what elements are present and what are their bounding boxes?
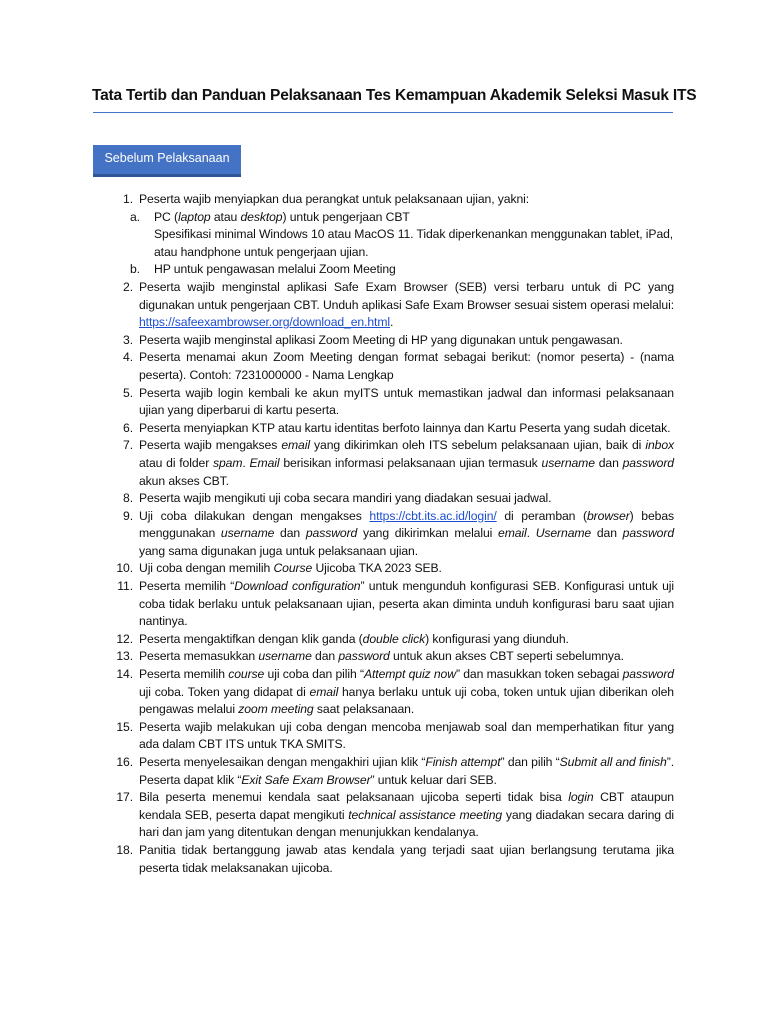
list-item: 11. Peserta memilih “Download configuration” untuk mengunduh konfigurasi SEB. Konfigurasi untuk uji coba tidak berlaku untuk pelaksanaan ujian, peserta akan diminta unduh konfigurasi baru saat ujian nantinya. — [117, 579, 674, 629]
list-item: 13. Peserta memasukkan username dan password untuk akun akses CBT seperti sebelumnya. — [116, 649, 624, 664]
list-item: 16. Peserta menyelesaikan dengan mengakhiri ujian klik “Finish attempt” dan pilih “Submit all and finish”. Peserta dapat klik “Exit Safe Exam Browser” untuk keluar dari SEB. — [116, 755, 674, 787]
section-header-label: Sebelum Pelaksanaan — [104, 151, 230, 165]
list-subitem: a. PC (laptop atau desktop) untuk pengerjaan CBT — [130, 209, 410, 224]
list-item: 5. Peserta wajib login kembali ke akun myITS untuk memastikan jadwal dan informasi pelaksanaan ujian yang diperbarui di kartu peserta. — [123, 385, 674, 418]
list-item: 12. Peserta mengaktifkan dengan klik ganda (double click) konfigurasi yang diunduh. — [116, 631, 569, 646]
list-item: 9. Uji coba dilakukan dengan mengakses https://cbt.its.ac.id/login/ di peramban (browser) bebas menggunakan username dan password yang dikirimkan melalui email. Username dan password yang sama digunakan juga untuk pelaksanaan ujian. — [123, 508, 675, 558]
list-item: 3. Peserta wajib menginstal aplikasi Zoom Meeting di HP yang digunakan untuk pengawasan. — [123, 332, 623, 347]
title-underline — [93, 112, 673, 113]
list-item: 15. Peserta wajib melakukan uji coba dengan mencoba menjawab soal dan memperhatikan fitur yang ada dalam CBT ITS untuk TKA SMITS. — [116, 719, 674, 752]
seb-download-link[interactable]: https://safeexambrowser.org/download_en.html — [139, 315, 391, 330]
list-subitem-description: Spesifikasi minimal Windows 10 atau MacOS 11. Tidak diperkenankan menggunakan tablet, iPad, atau handphone untuk pengerjaan ujian. — [154, 227, 674, 259]
list-item: 14. Peserta memilih course uji coba dan pilih “Attempt quiz now” dan masukkan token sebagai password uji coba. Token yang didapat di email hanya berlaku untuk uji coba, token untuk ujian diberikan oleh pengawas melalui zoom meeting saat pelaksanaan. — [116, 667, 674, 717]
list-item: 4. Peserta menamai akun Zoom Meeting dengan format sebagai berikut: (nomor peserta) - (nama peserta). Contoh: 7231000000 - Nama Lengkap — [123, 350, 674, 382]
list-item: 1. Peserta wajib menyiapkan dua perangkat untuk pelaksanaan ujian, yakni: — [123, 192, 530, 206]
list-item: 7. Peserta wajib mengakses email yang dikirimkan oleh ITS sebelum pelaksanaan ujian, baik di inbox atau di folder spam. Email berisikan informasi pelaksanaan ujian termasuk username dan password akun akses CBT. — [123, 438, 675, 488]
section-header-box — [93, 145, 241, 177]
list-item: 17. Bila peserta menemui kendala saat pelaksanaan ujicoba seperti tidak bisa login CBT ataupun kendala SEB, peserta dapat mengikuti technical assistance meeting yang diadakan secara daring di hari dan jam yang ditentukan dengan menunjukkan kendalanya. — [116, 790, 674, 840]
list-item: 8. Peserta wajib mengikuti uji coba secara mandiri yang diadakan sesuai jadwal. — [123, 491, 552, 506]
cbt-login-link[interactable]: https://cbt.its.ac.id/login/ — [369, 508, 497, 523]
list-item: 2. Peserta wajib menginstal aplikasi Safe Exam Browser (SEB) versi terbaru untuk di PC yang digunakan untuk pengerjaan CBT. Unduh aplikasi Safe Exam Browser sesuai sistem operasi melalui: https://safeexambrowser.org/download_en.html. — [123, 279, 674, 330]
rules-list — [108, 191, 674, 877]
list-item: 6. Peserta menyiapkan KTP atau kartu identitas berfoto lainnya dan Kartu Peserta yang sudah dicetak. — [123, 420, 671, 435]
list-item: 18. Panitia tidak bertanggung jawab atas kendala yang terjadi saat ujian berlangsung terutama jika peserta tidak melaksanakan ujicoba. — [116, 842, 674, 875]
list-item: 10. Uji coba dengan memilih Course Ujicoba TKA 2023 SEB. — [116, 561, 442, 576]
list-subitem: b. HP untuk pengawasan melalui Zoom Meeting — [130, 262, 396, 277]
document-title: Tata Tertib dan Panduan Pelaksanaan Tes Kemampuan Akademik Seleksi Masuk ITS — [92, 87, 697, 104]
